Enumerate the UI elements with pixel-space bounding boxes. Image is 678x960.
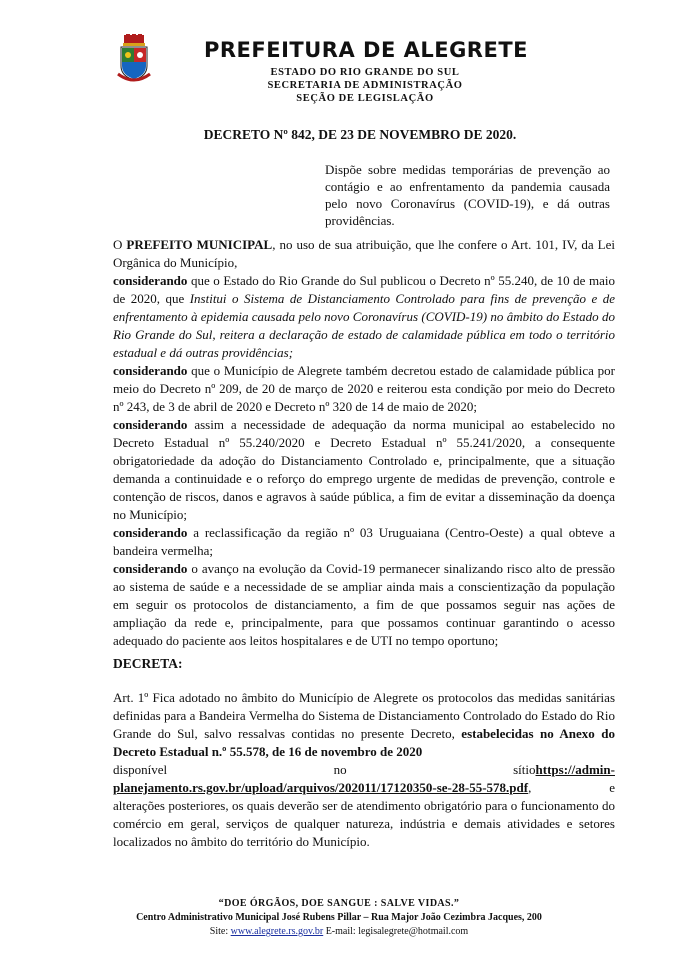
mayor-label: PREFEITO MUNICIPAL — [126, 237, 273, 252]
decree-ementa: Dispõe sobre medidas temporárias de prevenção ao contágio e ao enfrentamento da pandemia causada pelo novo Coronavírus (COVID-19), e dá outras providências. — [325, 162, 610, 228]
footer-motto: “DOE ÓRGÃOS, DOE SANGUE : SALVE VIDAS.” — [218, 898, 460, 909]
footer-contact: Site: www.alegrete.rs.gov.br E-mail: legisalegrete@hotmail.com — [209, 926, 469, 937]
org-section: SEÇÃO DE LEGISLAÇÃO — [296, 93, 434, 104]
org-state: ESTADO DO RIO GRANDE DO SUL — [270, 67, 460, 78]
decree-preamble — [113, 236, 615, 650]
preamble-paragraph: O PREFEITO MUNICIPAL, no uso de sua atribuição, que lhe confere o Art. 101, IV, da Lei Orgânica do Município, — [113, 237, 616, 270]
link-line-2: planejamento.rs.gov.br/upload/arquivos/202011/17120350-se-28-55-578.pdf, e — [113, 780, 615, 795]
org-secretariat: SECRETARIA DE ADMINISTRAÇÃO — [267, 80, 463, 91]
municipal-coat-of-arms-icon — [116, 34, 152, 84]
considerando-1: considerando que o Estado do Rio Grande do Sul publicou o Decreto nº 55.240, de 10 de maio de 2020, que Institui o Sistema de Distanciamento Controlado para fins de prevenção e de enfrentamento à epidemia causada pelo novo Coronavírus (COVID-19) no âmbito do Estado do Rio Grande do Sul, reitera a declaração de estado de calamidade pública em todo o território estadual e dá outras providências; — [113, 273, 615, 360]
annex-reference: estabelecidas no Anexo do Decreto Estadual n.º 55.578, de 16 de novembro de 2020 — [113, 726, 615, 759]
considerando-3: considerando assim a necessidade de adequação da norma municipal ao estabelecido no Decreto Estadual nº 55.240/2020 e Decreto Estadual nº 55.241/2020, a consequente obrigatoriedade da adoção do Distanciamento Controlado e, principalmente, que a situação demanda a continuidade e o reforço do emprego urgente de medidas de prevenção, controle e contenção de riscos, danos e agravos à saúde pública, a fim de evitar a disseminação da doença no Município; — [113, 417, 615, 522]
quoted-decree-text: Institui o Sistema de Distanciamento Controlado para fins de prevenção e de enfrentamento à epidemia causada pelo novo Coronavírus (COVID-19) no âmbito do Estado do Rio Grande do Sul, reitera a declaração de estado de calamidade pública em todo o território estadual e dá outras providências; — [113, 291, 615, 360]
decreta-heading: DECRETA: — [113, 656, 183, 671]
footer-email: E-mail: legisalegrete@hotmail.com — [323, 926, 469, 937]
considerando-2: considerando que o Município de Alegrete também decretou estado de calamidade pública por meio do Decreto nº 209, de 20 de março de 2020 e reiterou esta condição por meio do Decreto nº 243, de 3 de abril de 2020 e Decreto nº 320 de 14 de maio de 2020; — [113, 363, 615, 414]
annex-link-start[interactable]: https://admin- — [535, 762, 615, 777]
annex-link[interactable]: planejamento.rs.gov.br/upload/arquivos/202011/17120350-se-28-55-578.pdf — [113, 780, 529, 795]
site-link[interactable]: www.alegrete.rs.gov.br — [230, 926, 324, 937]
decree-title: DECRETO Nº 842, DE 23 DE NOVEMBRO DE 2020. — [203, 127, 517, 142]
considerando-4: considerando a reclassificação da região nº 03 Uruguaiana (Centro-Oeste) a qual obteve a bandeira vermelha; — [113, 525, 615, 558]
footer-address: Centro Administrativo Municipal José Rubens Pillar – Rua Major João Cezimbra Jacques, 200 — [136, 912, 542, 923]
link-line: disponível no sítiohttps://admin- — [113, 762, 615, 777]
considerando-5: considerando o avanço na evolução da Covid-19 permanecer sinalizando risco alto de pressão ao sistema de saúde e a necessidade de se ampliar ainda mais a conscientização da população em seguir os protocolos de distanciamento, a fim de que possamos seguir nas ações de ampliação da rede e, principalmente, para que possamos continuar garantindo o acesso adequado do paciente aos leitos hospitalares e de UTI no tempo oportuno; — [113, 561, 615, 648]
org-title: PREFEITURA DE ALEGRETE — [203, 38, 528, 62]
article-1: Art. 1º Fica adotado no âmbito do Município de Alegrete os protocolos das medidas sanitárias definidas para a Bandeira Vermelha do Sistema de Distanciamento Controlado do Estado do Rio Grande do Sul, salvo ressalvas contidas no presente Decreto, estabelecidas no Anexo do Decreto Estadual n.º 55.578, de 16 de novembro de 2020 disponível no sítiohttps://admin- planejamento.rs.gov.br/upload/arquivos/202011/17120350-se-28-55-578.pdf, e alterações posteriores, os quais deverão ser de atendimento obrigatório para o funcionamento do comércio em geral, serviços de qualquer natureza, indústria e demais atividades e setores localizados no âmbito do território do Município. — [113, 690, 615, 849]
